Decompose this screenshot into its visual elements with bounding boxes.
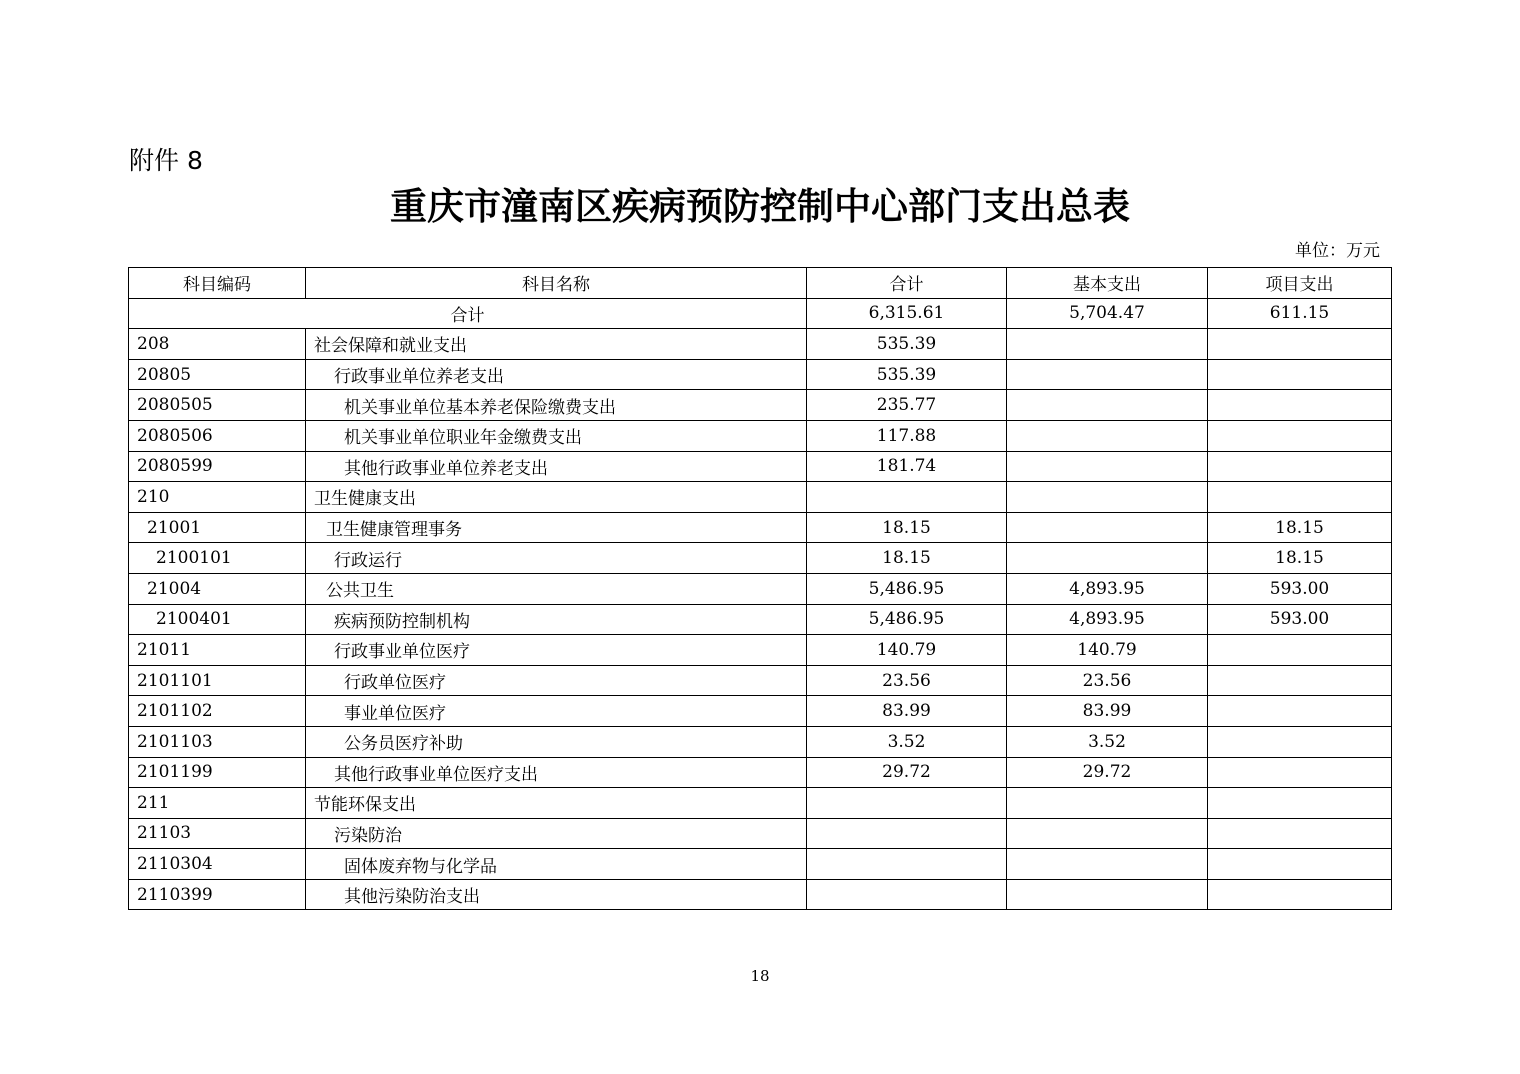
row-total: 235.77	[807, 390, 1007, 421]
row-project	[1208, 788, 1392, 819]
row-code: 2101103	[129, 726, 306, 757]
row-basic	[1007, 849, 1208, 880]
header-name: 科目名称	[306, 268, 807, 299]
row-total: 18.15	[807, 543, 1007, 574]
row-project	[1208, 849, 1392, 880]
table-header-row	[129, 268, 1392, 299]
table-row	[129, 482, 1392, 513]
row-project	[1208, 757, 1392, 788]
row-basic: 23.56	[1007, 665, 1208, 696]
table-row	[129, 359, 1392, 390]
row-code: 21001	[129, 512, 306, 543]
header-code: 科目编码	[129, 268, 306, 299]
row-total	[807, 849, 1007, 880]
table-row	[129, 879, 1392, 910]
row-total: 5,486.95	[807, 604, 1007, 635]
row-basic	[1007, 420, 1208, 451]
row-total: 535.39	[807, 359, 1007, 390]
table-row	[129, 573, 1392, 604]
table-row	[129, 329, 1392, 360]
row-total: 140.79	[807, 635, 1007, 666]
row-name: 事业单位医疗	[306, 696, 807, 727]
table-row	[129, 726, 1392, 757]
table-row	[129, 420, 1392, 451]
row-code: 2080599	[129, 451, 306, 482]
row-code: 2110399	[129, 879, 306, 910]
row-code: 2101101	[129, 665, 306, 696]
row-project: 593.00	[1208, 573, 1392, 604]
row-code: 211	[129, 788, 306, 819]
row-project: 593.00	[1208, 604, 1392, 635]
row-basic	[1007, 451, 1208, 482]
row-project	[1208, 635, 1392, 666]
row-basic: 83.99	[1007, 696, 1208, 727]
row-name: 疾病预防控制机构	[306, 604, 807, 635]
row-code: 21011	[129, 635, 306, 666]
table-row	[129, 543, 1392, 574]
row-basic: 29.72	[1007, 757, 1208, 788]
table-row	[129, 604, 1392, 635]
row-project	[1208, 696, 1392, 727]
row-code: 2101199	[129, 757, 306, 788]
row-code: 20805	[129, 359, 306, 390]
header-basic: 基本支出	[1007, 268, 1208, 299]
row-code: 21103	[129, 818, 306, 849]
row-project	[1208, 726, 1392, 757]
header-total: 合计	[807, 268, 1007, 299]
row-name: 公务员医疗补助	[306, 726, 807, 757]
row-name: 其他行政事业单位养老支出	[306, 451, 807, 482]
row-basic: 4,893.95	[1007, 604, 1208, 635]
row-basic	[1007, 482, 1208, 513]
table-row	[129, 635, 1392, 666]
total-row-project: 611.15	[1208, 298, 1392, 329]
table-row	[129, 757, 1392, 788]
row-total	[807, 482, 1007, 513]
total-row	[129, 298, 1392, 329]
header-project: 项目支出	[1208, 268, 1392, 299]
row-basic: 140.79	[1007, 635, 1208, 666]
page-title: 重庆市潼南区疾病预防控制中心部门支出总表	[390, 185, 1130, 228]
row-name: 节能环保支出	[306, 788, 807, 819]
row-basic	[1007, 359, 1208, 390]
row-project	[1208, 359, 1392, 390]
row-name: 机关事业单位基本养老保险缴费支出	[306, 390, 807, 421]
row-total: 535.39	[807, 329, 1007, 360]
table-row	[129, 849, 1392, 880]
row-name: 卫生健康管理事务	[306, 512, 807, 543]
row-code: 2101102	[129, 696, 306, 727]
row-name: 污染防治	[306, 818, 807, 849]
row-name: 行政事业单位养老支出	[306, 359, 807, 390]
row-name: 行政单位医疗	[306, 665, 807, 696]
table-row	[129, 665, 1392, 696]
attachment-label: 附件 8	[129, 146, 203, 175]
row-total	[807, 818, 1007, 849]
row-code: 2080505	[129, 390, 306, 421]
row-project: 18.15	[1208, 543, 1392, 574]
table-row	[129, 390, 1392, 421]
row-total: 83.99	[807, 696, 1007, 727]
row-code: 2100101	[129, 543, 306, 574]
row-total	[807, 879, 1007, 910]
row-basic	[1007, 329, 1208, 360]
row-code: 2080506	[129, 420, 306, 451]
row-basic	[1007, 512, 1208, 543]
row-name: 机关事业单位职业年金缴费支出	[306, 420, 807, 451]
row-project	[1208, 818, 1392, 849]
row-total: 5,486.95	[807, 573, 1007, 604]
table-row	[129, 451, 1392, 482]
table-row	[129, 788, 1392, 819]
row-name: 其他污染防治支出	[306, 879, 807, 910]
row-code: 2110304	[129, 849, 306, 880]
row-basic	[1007, 788, 1208, 819]
row-name: 公共卫生	[306, 573, 807, 604]
row-basic	[1007, 818, 1208, 849]
row-basic: 3.52	[1007, 726, 1208, 757]
row-code: 21004	[129, 573, 306, 604]
row-name: 卫生健康支出	[306, 482, 807, 513]
row-total: 181.74	[807, 451, 1007, 482]
row-total: 18.15	[807, 512, 1007, 543]
row-basic	[1007, 879, 1208, 910]
unit-label: 单位：万元	[1295, 241, 1380, 261]
row-project	[1208, 420, 1392, 451]
row-name: 其他行政事业单位医疗支出	[306, 757, 807, 788]
expenditure-table	[128, 267, 1392, 910]
table-row	[129, 818, 1392, 849]
row-total: 23.56	[807, 665, 1007, 696]
row-code: 210	[129, 482, 306, 513]
total-row-label: 合计	[129, 298, 807, 329]
row-name: 行政运行	[306, 543, 807, 574]
row-name: 行政事业单位医疗	[306, 635, 807, 666]
row-code: 208	[129, 329, 306, 360]
row-total: 3.52	[807, 726, 1007, 757]
row-project: 18.15	[1208, 512, 1392, 543]
row-name: 固体废弃物与化学品	[306, 849, 807, 880]
row-total: 29.72	[807, 757, 1007, 788]
row-project	[1208, 879, 1392, 910]
row-total	[807, 788, 1007, 819]
row-name: 社会保障和就业支出	[306, 329, 807, 360]
row-project	[1208, 390, 1392, 421]
row-project	[1208, 665, 1392, 696]
row-code: 2100401	[129, 604, 306, 635]
row-project	[1208, 329, 1392, 360]
total-row-basic: 5,704.47	[1007, 298, 1208, 329]
row-project	[1208, 482, 1392, 513]
row-total: 117.88	[807, 420, 1007, 451]
page-number: 18	[750, 967, 770, 985]
table-row	[129, 512, 1392, 543]
row-basic	[1007, 543, 1208, 574]
table-row	[129, 696, 1392, 727]
row-basic: 4,893.95	[1007, 573, 1208, 604]
row-basic	[1007, 390, 1208, 421]
row-project	[1208, 451, 1392, 482]
total-row-total: 6,315.61	[807, 298, 1007, 329]
